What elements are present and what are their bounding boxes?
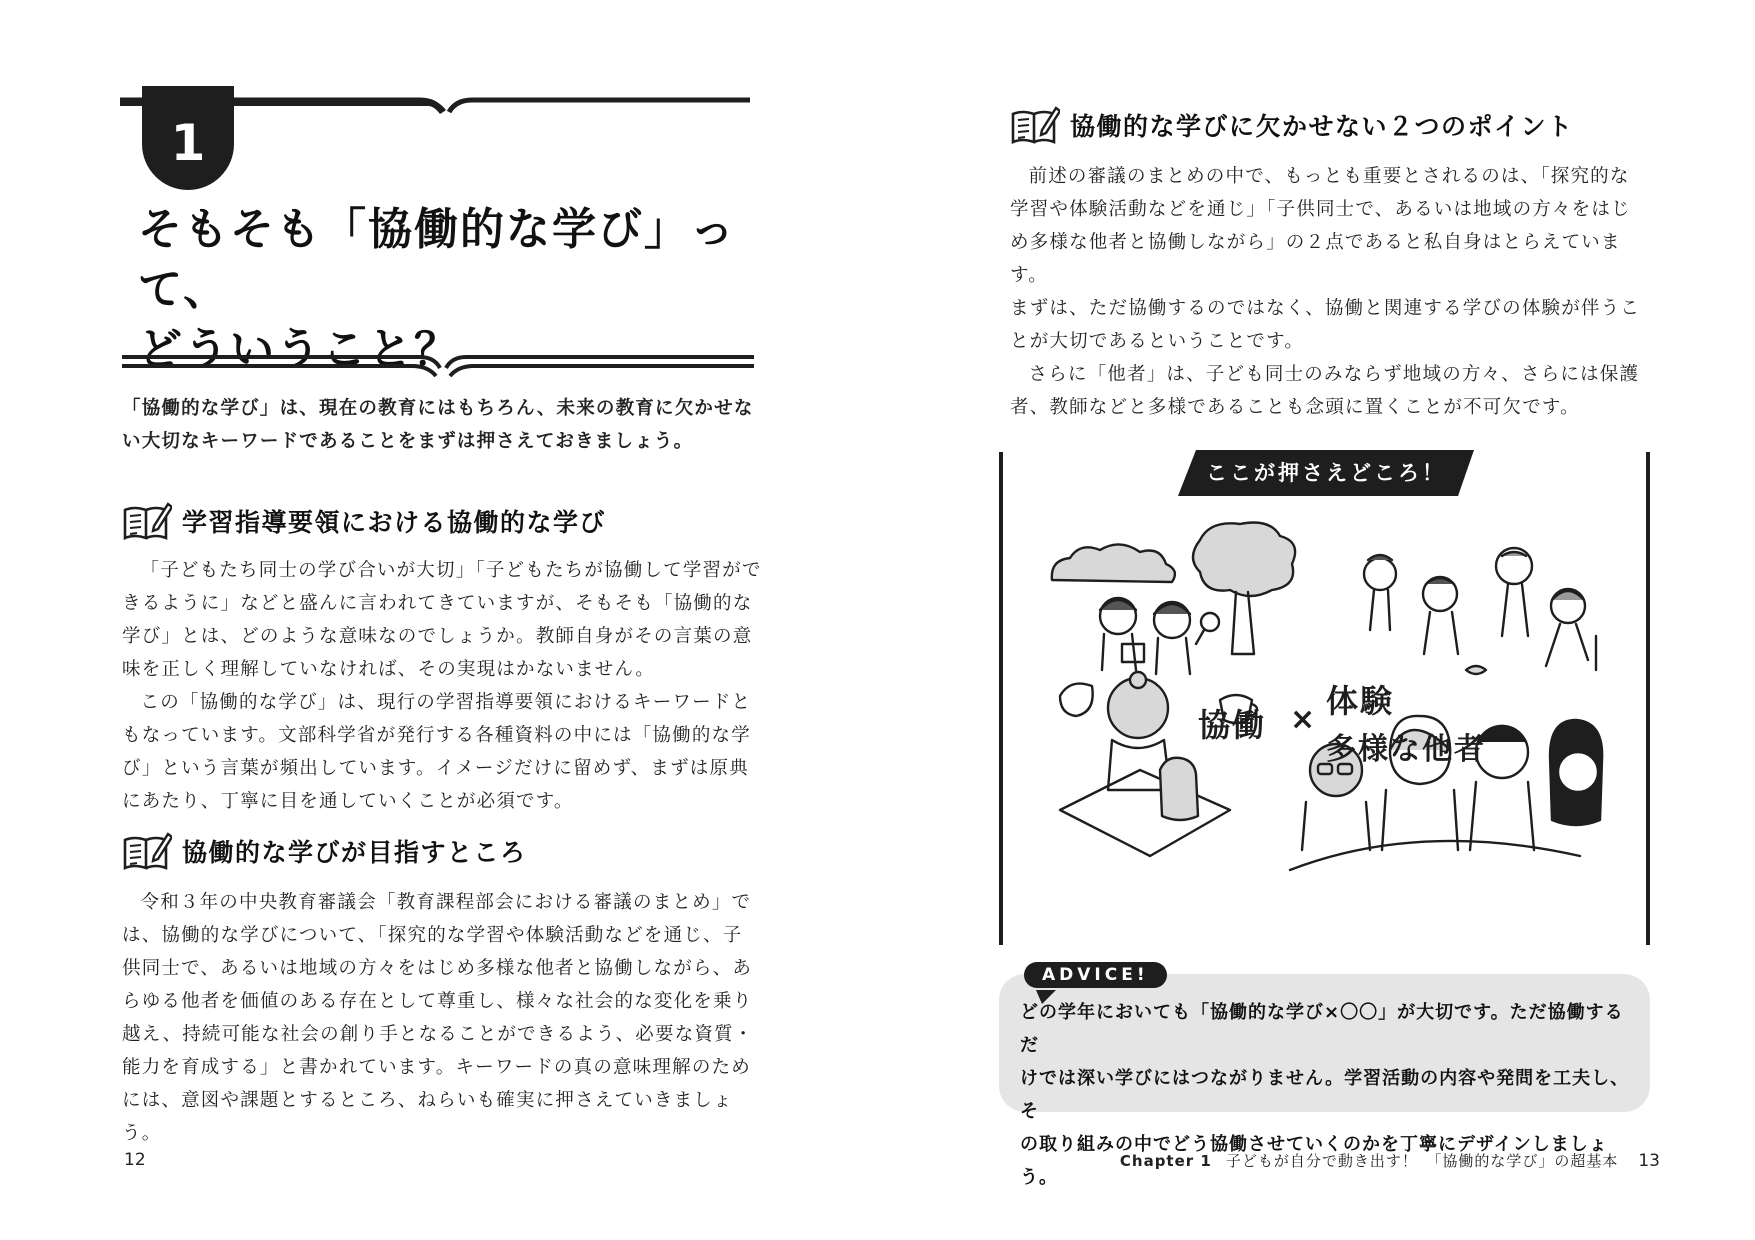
panel-right-border xyxy=(1646,452,1650,945)
footer-chapter-title: 子どもが自分で動き出す！ 「協働的な学び」の超基本 xyxy=(1225,1152,1619,1170)
advice-line: けでは深い学びにはつながりません。学習活動の内容や発問を工夫し、そ xyxy=(1020,1068,1630,1122)
notebook-pencil-icon xyxy=(122,830,172,872)
illustration-times: × xyxy=(1290,702,1316,737)
right-section-body xyxy=(1010,160,1650,424)
text-line: め多様な他者と協働しながら」の２点であると私自身はとらえています。 xyxy=(1010,232,1621,286)
section-heading-2 xyxy=(122,830,527,872)
section-heading-1 xyxy=(122,500,606,542)
text-line: には、意図や課題とするところ、ねらいも確実に押さえていきましょう。 xyxy=(122,1090,733,1144)
text-line: 令和３年の中央教育審議会「教育課程部会における審議のまとめ」で xyxy=(140,892,752,913)
page-title-line2: どういうこと？ xyxy=(138,324,460,375)
section-number: 1 xyxy=(170,114,206,172)
text-line: 前述の審議のまとめの中で、もっとも重要とされるのは、「探究的な xyxy=(1028,166,1630,187)
illustration-word-experience: 体験 xyxy=(1326,682,1395,720)
section-number-tab xyxy=(142,86,234,190)
page-number-left: 12 xyxy=(124,1150,146,1170)
intro-line: 「協働的な学び」は、現在の教育にはもちろん、未来の教育に欠かせな xyxy=(122,398,754,419)
text-line: 供同士で、あるいは地域の方々をはじめ多様な他者と協働しながら、あ xyxy=(122,958,753,979)
illustration-word-others: 多様な他者 xyxy=(1326,732,1486,767)
section-heading-2-text: 協働的な学びが目指すところ xyxy=(182,838,527,867)
intro-line: い大切なキーワードであることをまずは押さえておきましょう。 xyxy=(122,431,694,452)
text-line: 味を正しく理解していなければ、その実現はかないません。 xyxy=(122,659,656,680)
page-title-line1: そもそも「協働的な学び」って、 xyxy=(138,204,736,315)
page-footer xyxy=(1120,1150,1660,1171)
text-line: にあたり、丁寧に目を通していくことが必須です。 xyxy=(122,791,574,812)
panel-left-border xyxy=(999,452,1003,945)
text-line: は、協働的な学びについて、「探究的な学習や体験活動などを通じ、子 xyxy=(122,925,743,946)
key-point-label: ここが押さえどころ！ xyxy=(1206,461,1446,485)
text-line: とが大切であるということです。 xyxy=(1010,331,1305,352)
notebook-pencil-icon xyxy=(122,500,172,542)
section-heading-right xyxy=(1010,104,1574,146)
section2-body xyxy=(122,886,762,1150)
notebook-pencil-icon xyxy=(1010,104,1060,146)
text-line: らゆる他者を価値のある存在として尊重し、様々な社会的な変化を乗り xyxy=(122,991,753,1012)
text-line: 能力を育成する」と書かれています。キーワードの真の意味理解のため xyxy=(122,1057,751,1078)
text-line: 学び」とは、どのような意味なのでしょうか。教師自身がその言葉の意 xyxy=(122,626,753,647)
intro-text xyxy=(122,392,762,458)
page-number-right: 13 xyxy=(1638,1151,1660,1171)
text-line: まずは、ただ協働するのではなく、協働と関連する学びの体験が伴うこ xyxy=(1010,298,1641,319)
title-bottom-rule xyxy=(122,352,754,378)
text-line: もなっています。文部科学省が発行する各種資料の中には「協働的な学 xyxy=(122,725,751,746)
text-line: きるように」などと盛んに言われてきていますが、そもそも「協働的な xyxy=(122,593,753,614)
text-line: 「子どもたち同士の学び合いが大切」「子どもたちが協働して学習がで xyxy=(140,560,762,581)
illustration-word-collab: 協働 xyxy=(1198,706,1267,744)
text-line: 学習や体験活動などを通じ」「子供同士で、あるいは地域の方々をはじ xyxy=(1010,199,1631,220)
advice-line: どの学年においても「協働的な学び×〇〇」が大切です。ただ協働するだ xyxy=(1020,1002,1624,1056)
section1-body xyxy=(122,554,762,818)
section-heading-right-text: 協働的な学びに欠かせない２つのポイント xyxy=(1070,112,1574,141)
text-line: 越え、持続可能な社会の創り手となることができるよう、必要な資質・ xyxy=(122,1024,754,1045)
advice-label: ADVICE! xyxy=(1024,962,1167,988)
text-line: び」という言葉が頻出しています。イメージだけに留めず、まずは原典 xyxy=(122,758,749,779)
footer-chapter: Chapter 1 xyxy=(1119,1152,1212,1170)
text-line: この「協働的な学び」は、現行の学習指導要領におけるキーワードと xyxy=(140,692,752,713)
text-line: 者、教師などと多様であることも念頭に置くことが不可欠です。 xyxy=(1010,397,1580,418)
advice-line: の取り組みの中でどう協働させていくのかを丁寧にデザインしましょう。 xyxy=(1020,1134,1608,1188)
section-heading-1-text: 学習指導要領における協働的な学び xyxy=(182,508,607,537)
text-line: さらに「他者」は、子ども同士のみならず地域の方々、さらには保護 xyxy=(1028,364,1640,385)
